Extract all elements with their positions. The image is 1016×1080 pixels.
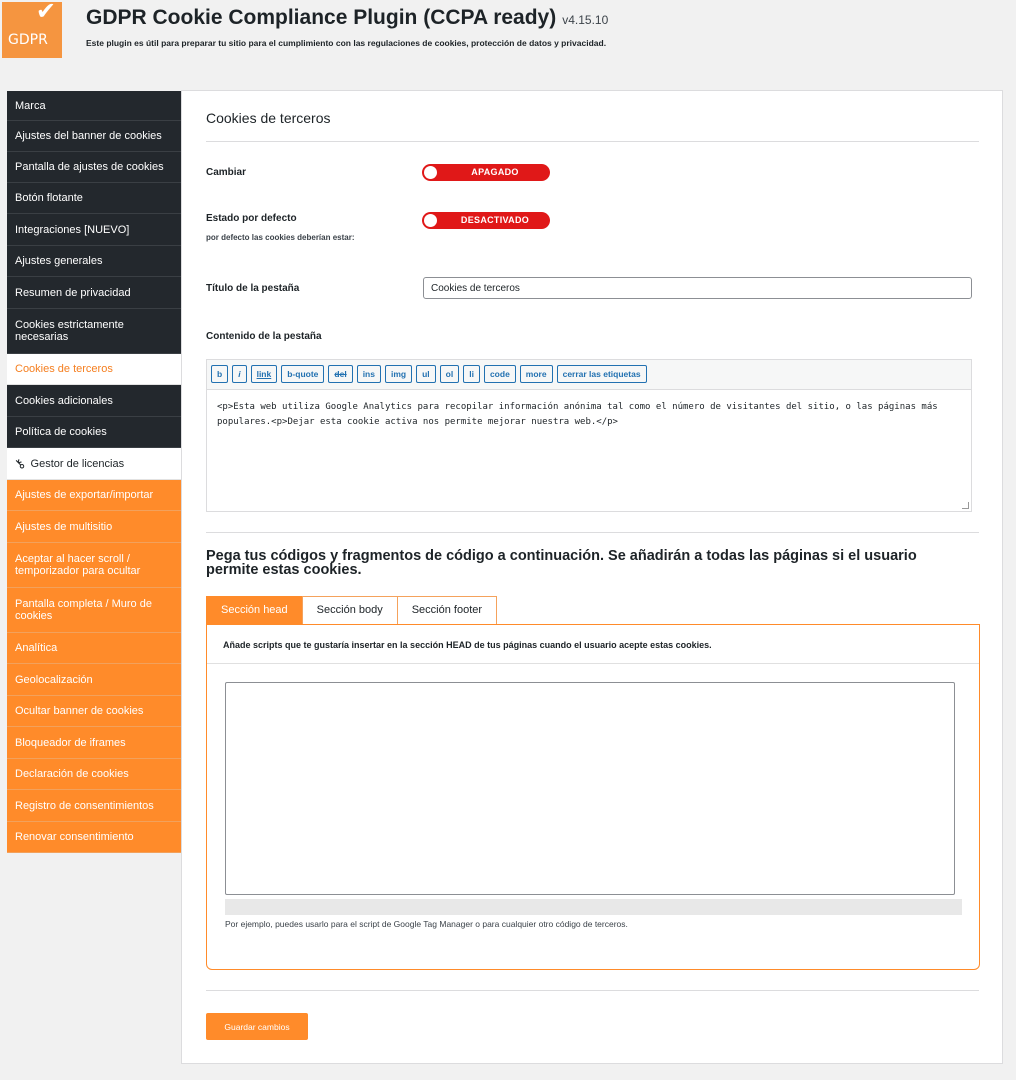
tab-description: Añade scripts que te gustaría insertar en la sección HEAD de tus páginas cuando el usuario acepte estas cookies. — [223, 640, 712, 650]
link-button[interactable]: link — [251, 365, 278, 383]
page-subtitle: Este plugin es útil para preparar tu sitio para el cumplimiento con las regulaciones de cookies, protección de datos y privacidad. — [86, 38, 607, 48]
sidebar-item-label: Ajustes de multisitio — [15, 520, 113, 533]
default-state-sub: por defecto las cookies deberían estar: — [206, 233, 355, 242]
code-button[interactable]: code — [484, 365, 516, 383]
del-button[interactable]: del — [328, 365, 352, 383]
sidebar-item-third-party[interactable] — [7, 354, 181, 385]
sidebar-item-export-import[interactable] — [7, 480, 181, 511]
sidebar-item-label: Pantalla de ajustes de cookies — [15, 161, 164, 173]
sidebar-item-additional[interactable] — [7, 385, 181, 417]
scripts-heading: Pega tus códigos y fragmentos de código a continuación. Se añadirán a todas las páginas si el usuario permite estas cookies. — [206, 548, 917, 578]
sidebar-item-cookie-policy[interactable] — [7, 417, 181, 448]
li-button[interactable]: li — [463, 365, 480, 383]
settings-panel — [181, 90, 1003, 1064]
tab-body[interactable]: Sección body — [302, 596, 398, 624]
tab-title-label: Título de la pestaña — [206, 283, 300, 294]
italic-button[interactable]: i — [232, 365, 246, 383]
sidebar-item-label: Aceptar al hacer scroll / temporizador para ocultar — [15, 553, 141, 577]
toggle-knob — [424, 214, 437, 227]
toggle-knob — [424, 166, 437, 179]
sidebar-item-label: Ajustes del banner de cookies — [15, 130, 162, 142]
sidebar-item-label: Cookies estrictamente necesarias — [15, 319, 124, 343]
sidebar-item-integrations[interactable] — [7, 214, 181, 246]
sidebar-item-multisite[interactable] — [7, 511, 181, 543]
sidebar-item-banner[interactable] — [7, 121, 181, 152]
sidebar-item-label: Renovar consentimiento — [15, 831, 134, 843]
tab-head[interactable]: Sección head — [206, 596, 303, 624]
tab-content-label: Contenido de la pestaña — [206, 331, 322, 342]
sidebar-item-settings-screen[interactable] — [7, 152, 181, 183]
divider — [206, 141, 979, 142]
tab-hint: Por ejemplo, puedes usarlo para el script de Google Tag Manager o para cualquier otro código de terceros. — [225, 919, 628, 929]
sidebar-item-geolocation[interactable] — [7, 664, 181, 696]
divider — [206, 990, 979, 991]
toggle-label: Cambiar — [206, 167, 247, 178]
ins-button[interactable]: ins — [357, 365, 381, 383]
sidebar-item-marca[interactable] — [7, 91, 181, 121]
tab-panel-head — [206, 624, 980, 970]
editor-toolbar — [207, 360, 971, 390]
sidebar-item-cookie-wall[interactable] — [7, 588, 181, 633]
img-button[interactable]: img — [385, 365, 412, 383]
sidebar-item-floating-button[interactable] — [7, 183, 181, 214]
sidebar-item-cookie-declaration[interactable] — [7, 759, 181, 790]
sidebar-item-label: Resumen de privacidad — [15, 286, 131, 299]
divider — [207, 663, 979, 664]
sidebar-item-label: Ajustes generales — [15, 255, 103, 267]
more-button[interactable]: more — [520, 365, 553, 383]
sidebar-item-label: Integraciones [NUEVO] — [15, 223, 130, 236]
sidebar-item-privacy-overview[interactable] — [7, 277, 181, 309]
textarea-footer-bar — [225, 899, 962, 915]
sidebar-item-license[interactable] — [7, 448, 181, 480]
sidebar-item-label: Bloqueador de iframes — [15, 736, 126, 749]
sidebar-item-label: Gestor de licencias — [30, 457, 125, 470]
ul-button[interactable]: ul — [416, 365, 436, 383]
settings-sidebar — [7, 91, 181, 853]
default-state-toggle[interactable] — [422, 212, 550, 229]
enable-toggle[interactable] — [422, 164, 550, 181]
sidebar-item-label: Cookies de terceros — [15, 363, 113, 375]
sidebar-item-iframe-blocker[interactable] — [7, 727, 181, 759]
sidebar-item-label: Geolocalización — [15, 673, 93, 686]
plugin-logo — [2, 2, 62, 58]
resize-handle[interactable] — [962, 502, 969, 509]
check-icon: ✔ — [35, 0, 56, 25]
script-tabs — [206, 596, 496, 624]
sidebar-item-label: Registro de consentimientos — [15, 799, 154, 812]
title-text: GDPR Cookie Compliance Plugin (CCPA ready) — [86, 6, 557, 29]
page-title — [86, 6, 608, 30]
sidebar-item-label: Pantalla completa / Muro de cookies — [15, 598, 152, 622]
version-label: v4.15.10 — [562, 13, 609, 27]
save-button[interactable]: Guardar cambios — [206, 1013, 308, 1040]
sidebar-item-label: Declaración de cookies — [15, 768, 129, 780]
key-icon: ⚷ — [10, 454, 29, 472]
tab-title-input[interactable] — [423, 277, 972, 299]
sidebar-item-general[interactable] — [7, 246, 181, 277]
tab-footer[interactable]: Sección footer — [397, 596, 497, 624]
sidebar-item-label: Botón flotante — [15, 192, 83, 204]
sidebar-item-label: Cookies adicionales — [15, 394, 113, 407]
default-state-label: Estado por defecto — [206, 213, 297, 224]
close-tags-button[interactable]: cerrar las etiquetas — [557, 365, 647, 383]
divider — [206, 532, 979, 533]
head-scripts-textarea[interactable] — [225, 682, 955, 895]
sidebar-item-label: Ocultar banner de cookies — [15, 705, 144, 717]
tab-content-editor — [206, 359, 972, 512]
sidebar-item-strict-cookies[interactable] — [7, 309, 181, 354]
toggle-state: DESACTIVADO — [460, 215, 530, 225]
sidebar-item-renew-consent[interactable] — [7, 822, 181, 853]
toggle-state: APAGADO — [471, 167, 519, 177]
logo-text: GDPR — [8, 32, 48, 48]
ol-button[interactable]: ol — [440, 365, 460, 383]
sidebar-item-label: Marca — [15, 99, 46, 112]
sidebar-item-scroll-accept[interactable] — [7, 543, 181, 588]
section-title: Cookies de terceros — [206, 110, 331, 126]
sidebar-item-analytics[interactable] — [7, 633, 181, 664]
sidebar-item-label: Ajustes de exportar/importar — [15, 489, 154, 501]
bold-button[interactable]: b — [211, 365, 228, 383]
sidebar-item-label: Analítica — [15, 642, 58, 654]
sidebar-item-hide-banner[interactable] — [7, 696, 181, 727]
blockquote-button[interactable]: b-quote — [281, 365, 324, 383]
editor-textarea[interactable]: <p>Esta web utiliza Google Analytics para recopilar información anónima tal como el número de visitantes del sitio, o las páginas más populares.<p>Dejar esta cookie activa nos permite mejorar nuestra web.</p> — [217, 402, 938, 427]
sidebar-item-consent-log[interactable] — [7, 790, 181, 822]
sidebar-item-label: Política de cookies — [15, 426, 107, 438]
